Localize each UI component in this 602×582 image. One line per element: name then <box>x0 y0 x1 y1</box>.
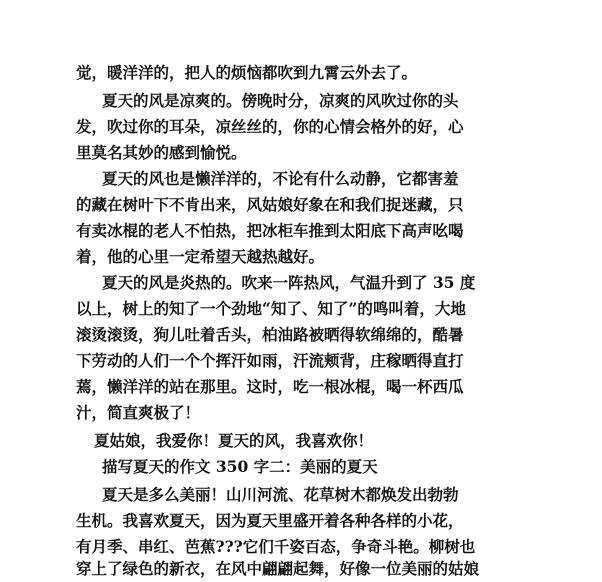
text-line-15: 夏姑娘，我爱你！夏天的风，我喜欢你！ <box>94 431 374 450</box>
text-line-19: 有月季、串红、芭蕉???它们千姿百态，争奇斗艳。柳树也 <box>76 537 476 556</box>
text-line-16: 描写夏天的作文 350 字二：美丽的夏天 <box>102 457 378 476</box>
text-line-1: 觉，暖洋洋的，把人的烦恼都吹到九霄云外去了。 <box>76 63 418 82</box>
text-line-7: 有卖冰棍的老人不怕热，把冰柜车推到太阳底下高声吆喝 <box>76 221 464 240</box>
text-line-10: 以上，树上的知了一个劲地“知了、知了”的鸣叫着，大地 <box>76 299 466 318</box>
text-line-9: 夏天的风是炎热的。吹来一阵热风，气温升到了 35 度 <box>102 273 476 292</box>
text-line-2: 夏天的风是凉爽的。傍晚时分，凉爽的风吹过你的头 <box>102 91 459 110</box>
text-line-18: 生机。我喜欢夏天，因为夏天里盛开着各种各样的小花， <box>76 511 464 530</box>
text-line-20: 穿上了绿色的新衣，在风中翩翩起舞，好像一位美丽的姑娘 <box>76 559 480 578</box>
text-line-4: 里莫名其妙的感到愉悦。 <box>76 143 247 162</box>
text-line-6: 的藏在树叶下不肯出来，风姑娘好象在和我们捉迷藏，只 <box>76 195 464 214</box>
text-line-11: 滚烫滚烫，狗儿吐着舌头，柏油路被晒得软绵绵的，酷暑 <box>76 325 464 344</box>
text-line-5: 夏天的风也是懒洋洋的，不论有什么动静，它都害羞 <box>102 169 459 188</box>
text-line-12: 下劳动的人们一个个挥汗如雨，汗流颊背，庄稼晒得直打 <box>76 351 464 370</box>
text-line-17: 夏天是多么美丽！山川河流、花草树木都焕发出勃勃 <box>102 485 459 504</box>
text-line-3: 发，吹过你的耳朵，凉丝丝的，你的心情会格外的好，心 <box>76 117 464 136</box>
text-line-14: 汁，简直爽极了！ <box>76 403 201 422</box>
text-line-13: 蔫，懒洋洋的站在那里。这时，吃一根冰棍，喝一杯西瓜 <box>76 377 464 396</box>
text-line-8: 着，他的心里一定希望天越热越好。 <box>76 247 325 266</box>
